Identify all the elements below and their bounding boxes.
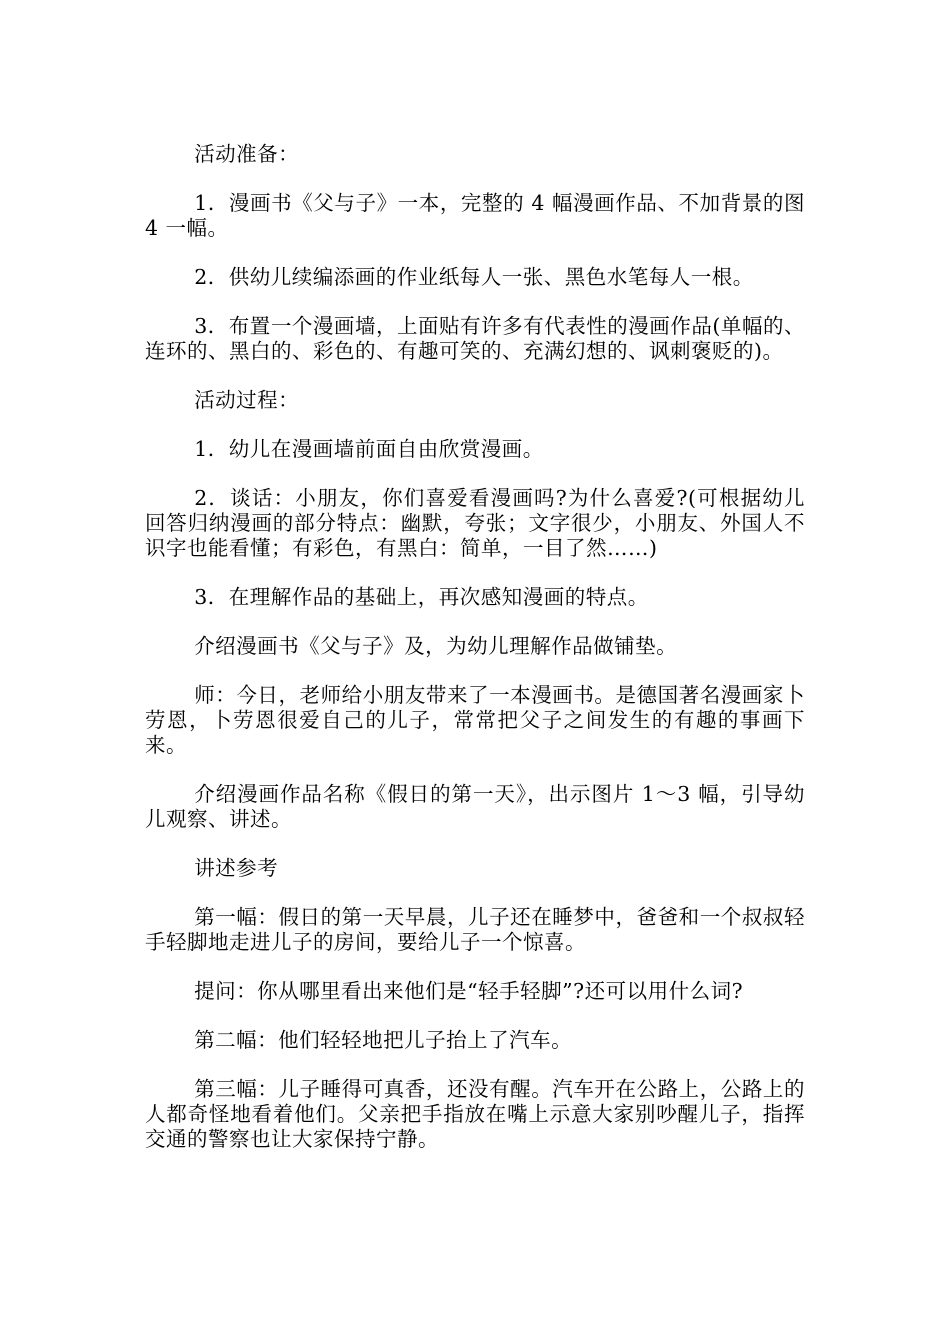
intro-book-paragraph: 介绍漫画书《父与子》及，为幼儿理解作品做铺垫。: [194, 634, 678, 658]
preparation-item-2: 2．供幼儿续编添画的作业纸每人一张、黑色水笔每人一根。: [194, 265, 754, 289]
process-step-1: 1．幼儿在漫画墙前面自由欣赏漫画。: [194, 437, 544, 461]
preparation-item-1: 1．漫画书《父与子》一本，完整的 4 幅漫画作品、不加背景的图 4 一幅。: [145, 191, 805, 240]
teacher-speech-paragraph: 师：今日，老师给小朋友带来了一本漫画书。是德国著名漫画家卜劳恩，卜劳恩很爱自己的儿子，常常把父子之间发生的有趣的事画下来。: [145, 683, 805, 757]
process-step-3: 3．在理解作品的基础上，再次感知漫画的特点。: [194, 585, 649, 609]
preparation-item-3: 3．布置一个漫画墙，上面贴有许多有代表性的漫画作品(单幅的、连环的、黑白的、彩色的、有趣可笑的、充满幻想的、讽刺褒贬的)。: [145, 314, 805, 363]
question-paragraph: 提问：你从哪里看出来他们是“轻手轻脚”?还可以用什么词?: [194, 979, 744, 1003]
process-step-2: 2．谈话：小朋友，你们喜爱看漫画吗?为什么喜爱?(可根据幼儿回答归纳漫画的部分特点：幽默，夸张；文字很少，小朋友、外国人不识字也能看懂；有彩色，有黑白：简单，一目了然……): [145, 486, 805, 560]
intro-work-paragraph: 介绍漫画作品名称《假日的第一天》，出示图片 1～3 幅，引导幼儿观察、讲述。: [145, 782, 805, 831]
panel-1-paragraph: 第一幅：假日的第一天早晨，儿子还在睡梦中，爸爸和一个叔叔轻手轻脚地走进儿子的房间，要给儿子一个惊喜。: [145, 905, 805, 954]
document-body: [145, 142, 805, 1176]
heading-activity-preparation: 活动准备：: [194, 142, 300, 166]
panel-2-paragraph: 第二幅：他们轻轻地把儿子抬上了汽车。: [194, 1028, 573, 1052]
heading-narration-reference: 讲述参考: [194, 856, 279, 880]
heading-activity-process: 活动过程：: [194, 388, 300, 412]
panel-3-paragraph: 第三幅：儿子睡得可真香，还没有醒。汽车开在公路上，公路上的人都奇怪地看着他们。父亲把手指放在嘴上示意大家别吵醒儿子，指挥交通的警察也让大家保持宁静。: [145, 1077, 805, 1151]
